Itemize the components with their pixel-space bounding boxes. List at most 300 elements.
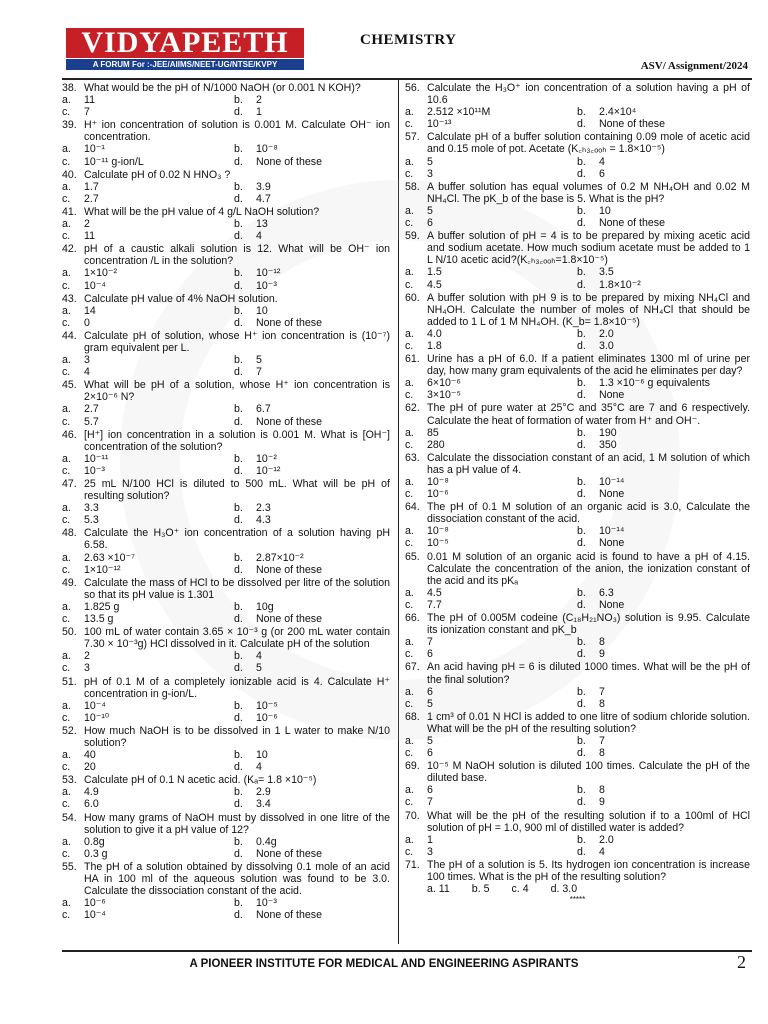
question-text: Calculate the dissociation constant of an acid, 1 M solution of which has a pH value of 4. [427,451,750,476]
options-list [405,587,750,611]
option-value: 85 [427,426,439,439]
options-list [405,686,750,710]
option-value: 5 [427,734,433,747]
option-label: c. [62,230,71,243]
question-number: 52. [62,724,77,737]
option-value: 6 [427,648,433,661]
option-value: 10⁻¹¹ [84,452,109,465]
question-text: Calculate pH of 0.1 N acetic acid. (Kₐ= 1.8 ×10⁻⁵) [84,774,317,787]
options-list [62,836,390,860]
options-list [405,525,750,549]
options-list [405,377,750,401]
option-label: b. [234,600,243,613]
option-label: b. [577,426,586,439]
options-list [405,834,750,858]
options-list [405,156,750,180]
option-value: 10⁻¹ [84,143,105,156]
option-label: a. [405,266,414,279]
option-label: a. [405,106,414,119]
option-label: a. [405,833,414,846]
option-value: 10⁻¹¹ g-ion/L [84,155,144,168]
options-list [62,94,390,118]
question-text: What will be the pH of the resulting solution if to a 100ml of HCl solution of pH = 1.0, 900 ml of distilled water is added? [427,809,750,834]
question-item [62,725,390,773]
question-item [62,527,390,575]
option-value: 2.3 [256,502,271,515]
option-label: d. [577,796,586,809]
option-label: c. [62,514,71,527]
option-value: 2.63 ×10⁻⁷ [84,551,135,564]
question-number: 53. [62,774,77,787]
option-label: b. [577,106,586,119]
options-list [62,267,390,291]
option-value: 10⁻⁴ [84,699,106,712]
question-item [62,169,390,205]
question-item [405,82,750,130]
option-value: 4 [256,230,262,243]
option-value: 1.3 ×10⁻⁶ g equivalents [599,377,710,390]
option-value: None of these [256,316,322,329]
option-label: b. [577,476,586,488]
option-value: 7 [84,106,90,119]
option-value: 10⁻⁵ [256,699,278,712]
option-value: 7 [599,734,605,747]
question-number: 45. [62,379,77,392]
question-item [405,810,750,858]
option-value: 10⁻¹² [256,464,281,477]
question-item [405,353,750,401]
option-value: 5.3 [84,514,99,527]
option-label: a. [62,699,71,712]
option-value: 6 [427,784,433,797]
question-item [62,577,390,625]
option-value: 10⁻⁶ [256,711,278,724]
footer-text: A PIONEER INSTITUTE FOR MEDICAL AND ENGINEERING ASPIRANTS [189,958,579,970]
option-value: 4.5 [427,586,442,599]
option-value: 10⁻⁴ [84,909,106,922]
question-number: 68. [405,710,420,723]
option-value: 10⁻¹⁴ [599,476,625,488]
option-value: 10⁻¹⁴ [599,525,625,538]
question-text: Calculate the H₃O⁺ ion concentration of a solution having pH 6.58. [84,527,390,552]
option-label: a. [405,204,414,217]
option-label: d. [234,279,243,292]
option-label: a. [62,218,71,231]
option-value: None of these [256,847,322,860]
option-value: 4 [256,761,262,774]
option-value: 1.8×10⁻² [599,278,641,291]
option-value: 10⁻¹³ [427,118,452,131]
right-column [405,82,750,906]
question-text: 0.01 M solution of an organic acid is found to have a pH of 4.15. Calculate the concentration of the anion, the ionization constant of the acid and its pKₐ [427,550,750,587]
option-label: c. [405,598,414,611]
option-value: 6 [427,217,433,230]
option-label: d. [234,106,243,119]
option-label: d. [577,845,586,858]
option-label: c. [405,278,414,291]
question-text: Calculate the H₃O⁺ ion concentration of a solution having a pH of 10.6 [427,82,750,107]
option-label: b. [577,155,586,168]
footer-divider [62,950,752,952]
option-label: c. [405,537,414,550]
question-number: 71. [405,858,420,871]
question-item [405,292,750,352]
question-text: Calculate pH of solution, whose H⁺ ion concentration is (10⁻⁷) gram equivalent per L. [84,329,390,354]
question-text: The pH of 0.1 M solution of an organic acid is 3.0, Calculate the dissociation constant of the acid. [427,501,750,526]
question-text: [H⁺] ion concentration in a solution is 0.001 M. What is [OH⁻] concentration of the solution? [84,428,390,453]
option-label: a. [405,685,414,698]
options-list [405,328,750,352]
option-label: c. [405,389,414,402]
question-number: 48. [62,527,77,540]
option-value: 280 [427,438,445,451]
question-text: The pH of a solution obtained by dissolving 0.1 mole of an acid HA in 100 ml of the aqueous solution was found to be 3.0. Calculate the dissociation constant of the acid. [84,860,390,898]
option-value: 3.3 [84,502,99,515]
option-label: d. [550,883,560,896]
option-label: d. [577,488,586,501]
option-label: a. [427,883,436,896]
option-label: d. [577,339,586,352]
option-value: 1.7 [84,180,99,193]
option-value: 3.5 [599,266,614,279]
option-value: None of these [599,217,665,230]
question-text: The pH of pure water at 25°C and 35°C are 7 and 6 respectively. Calculate the heat of formation of water from H⁺ and OH⁻. [427,402,750,427]
question-text: Calculate pH of 0.02 N HNO₃ ? [84,168,231,181]
option-label: b. [234,650,243,663]
option-value: 4.7 [256,192,271,205]
question-text: Calculate the mass of HCl to be dissolved per litre of the solution so that its pH value is 1.301 [84,576,390,601]
options-list [405,205,750,229]
question-item [62,774,390,810]
question-number: 62. [405,402,420,415]
option-value: None [599,389,625,402]
option-value: 2.0 [599,327,614,340]
option-value: 1×10⁻² [84,267,117,280]
option-value: 10⁻¹⁰ [84,711,110,724]
question-text: How much NaOH is to be dissolved in 1 L water to make N/10 solution? [84,724,390,749]
options-list [62,786,390,810]
question-number: 44. [62,329,77,342]
option-value: 10⁻³ [256,279,277,292]
option-label: a. [62,452,71,465]
option-value: 4 [256,650,262,663]
option-label: d. [234,847,243,860]
option-value: 8 [599,636,605,649]
option-value: 5 [427,155,433,168]
option-value: 1.5 [427,266,442,279]
option-label: b. [577,327,586,340]
option-value: 10⁻⁴ [84,279,106,292]
question-number: 51. [62,675,77,688]
option-value: 4.9 [84,786,99,799]
option-label: b. [471,883,481,896]
option-label: b. [577,784,586,797]
options-list [62,552,390,576]
option-value: 5 [427,204,433,217]
option-label: a. [62,897,71,910]
column-divider [398,80,399,944]
option-value: 9 [599,648,605,661]
option-label: b. [234,699,243,712]
option-value: None [599,598,625,611]
question-text: 100 mL of water contain 3.65 × 10⁻³ g (or 200 mL water contain 7.30 × 10⁻³g) HCl dissolved in it. Calculate pH of the solution [84,626,390,651]
option-value: 5 [256,662,262,675]
option-value: 4.3 [256,514,271,527]
option-value: None of these [256,155,322,168]
options-list [62,897,390,921]
question-text: Urine has a pH of 6.0. If a patient eliminates 1300 ml of urine per day, how many gram equivalents of the acid he eliminates per day? [427,353,750,378]
option-label: a. [62,304,71,317]
option-value: 7 [256,366,262,379]
option-label: b. [577,734,586,747]
logo-title: VIDYAPEETH [66,28,304,58]
question-number: 55. [62,860,77,873]
option-value: 10⁻³ [84,464,105,477]
option-value: 3 [84,354,90,367]
option-value: 7 [427,636,433,649]
option-value: 3 [427,845,433,858]
option-value: 3.4 [256,798,271,811]
option-value: 5 [256,354,262,367]
question-item [405,230,750,290]
option-label: a. [405,784,414,797]
option-label: b. [577,204,586,217]
option-label: c. [62,613,71,626]
option-label: a. [405,426,414,439]
options-list [62,354,390,378]
option-label: b. [577,525,586,538]
option-label: d. [577,697,586,710]
option-label: a. [62,180,71,193]
option-label: b. [577,833,586,846]
options-list [62,650,390,674]
option-value: None [599,488,625,501]
question-text: 10⁻⁵ M NaOH solution is diluted 100 times. Calculate the pH of the diluted base. [427,760,750,785]
question-number: 58. [405,180,420,193]
option-value: 2.512 ×10¹¹M [427,106,491,119]
options-list [62,453,390,477]
option-label: c. [62,464,71,477]
option-value: 13.5 g [84,613,114,626]
option-value: 4.0 [427,327,442,340]
question-item [62,330,390,378]
option-label: c. [405,167,414,180]
option-label: a. [405,476,414,488]
question-number: 60. [405,291,420,304]
question-number: 42. [62,243,77,256]
option-value: 2 [84,650,90,663]
option-value: None [599,537,625,550]
option-label: d. [234,192,243,205]
question-text: The pH of 0.005M codeine (C₁₈H₂₁NO₃) solution is 9.95. Calculate its ionization constant and pK_b [427,612,750,637]
question-number: 63. [405,451,420,464]
options-list [405,427,750,451]
option-value: 10⁻² [256,452,277,465]
option-value: 0.4g [256,835,277,848]
option-label: c. [62,192,71,205]
question-number: 59. [405,230,420,243]
option-value: 8 [599,784,605,797]
option-value: None of these [599,118,665,131]
option-label: a. [62,354,71,367]
vidyapeeth-logo [66,28,304,70]
option-value: 8 [599,747,605,760]
option-value: 1 [427,833,433,846]
option-label: a. [62,143,71,156]
option-label: b. [577,586,586,599]
question-text: 25 mL N/100 HCl is diluted to 500 mL. What will be pH of resulting solution? [84,478,390,503]
question-number: 61. [405,353,420,366]
question-item [62,812,390,860]
question-number: 54. [62,811,77,824]
question-item [405,181,750,229]
question-number: 65. [405,550,420,563]
question-item [62,429,390,477]
header-divider [62,78,752,80]
option-value: 4.5 [427,278,442,291]
options-list [405,735,750,759]
question-number: 57. [405,131,420,144]
question-item [405,612,750,660]
question-number: 69. [405,760,420,773]
option-value: 4 [522,883,529,896]
option-value: 5.7 [84,415,99,428]
option-label: a. [405,525,414,538]
option-label: d. [577,537,586,550]
option-label: b. [234,835,243,848]
options-list [62,181,390,205]
option-label: d. [577,389,586,402]
question-item [62,293,390,329]
option-label: b. [577,266,586,279]
option-value: 3.9 [256,180,271,193]
option-label: d. [577,278,586,291]
option-label: b. [234,304,243,317]
options-list [405,476,750,500]
option-value: 350 [599,438,617,451]
option-value: 2.7 [84,192,99,205]
question-number: 70. [405,809,420,822]
question-text: Calculate pH of a buffer solution containing 0.09 mole of acetic acid and 0.15 mole of pot. Acetate (K꜀ₕ₃꜀ₒₒₕ = 1.8×10⁻⁵) [427,131,750,156]
option-value: 9 [599,796,605,809]
question-number: 40. [62,168,77,181]
question-text: 1 cm³ of 0.01 N HCl is added to one litre of sodium chloride solution. What will be the pH of the resulting solution? [427,710,750,735]
option-label: a. [405,636,414,649]
option-value: 10⁻⁸ [427,476,449,488]
question-text: What will be pH of a solution, whose H⁺ ion concentration is 2×10⁻⁶ N? [84,379,390,404]
option-label: c. [62,316,71,329]
question-text: How many grams of NaOH must by dissolved in one litre of the solution to give it a pH value of 12? [84,811,390,836]
option-value: 10⁻³ [256,897,277,910]
option-label: c. [405,118,414,131]
option-value: 6.0 [84,798,99,811]
option-label: a. [62,650,71,663]
option-label: c. [405,339,414,352]
option-label: b. [577,377,586,390]
option-label: b. [577,636,586,649]
option-label: c. [62,155,71,168]
option-label: c. [62,366,71,379]
option-label: a. [405,377,414,390]
question-item [62,676,390,724]
option-label: c. [405,488,414,501]
logo-subtitle: A FORUM For :-JEE/AIIMS/NEET-UG/NTSE/KVPY [66,59,304,70]
assignment-code: ASV/ Assignment/2024 [640,60,748,72]
option-label: c. [511,883,520,896]
question-item [405,711,750,759]
question-item [62,243,390,291]
option-label: c. [62,279,71,292]
option-value: 3×10⁻⁵ [427,389,461,402]
options-list [62,601,390,625]
options-list [405,784,750,808]
options-list [405,266,750,290]
option-value: None of these [256,909,322,922]
option-value: 14 [84,304,96,317]
question-text: Calculate pH value of 4% NaOH solution. [84,292,278,305]
option-label: d. [234,613,243,626]
option-label: a. [62,94,71,107]
options-list [405,636,750,660]
option-label: b. [234,267,243,280]
question-item [62,206,390,242]
option-label: a. [62,749,71,762]
option-label: d. [234,464,243,477]
option-label: a. [405,586,414,599]
question-item [405,551,750,611]
option-value: 0.8g [84,835,105,848]
question-number: 50. [62,626,77,639]
option-value: 3 [84,662,90,675]
option-value: 10 [256,304,268,317]
option-value: 10⁻⁶ [427,488,449,501]
options-list [62,218,390,242]
option-value: 13 [256,218,268,231]
question-item [405,452,750,500]
option-value: 7.7 [427,598,442,611]
option-value: 7 [599,685,605,698]
option-label: c. [62,662,71,675]
option-label: b. [234,403,243,416]
option-value: 0.3 g [84,847,108,860]
option-label: d. [234,662,243,675]
option-label: b. [234,218,243,231]
option-value: 2 [256,94,262,107]
option-value: 8 [599,697,605,710]
option-value: 6.7 [256,403,271,416]
option-label: c. [62,909,71,922]
option-label: c. [405,747,414,760]
option-label: b. [234,786,243,799]
option-label: b. [234,502,243,515]
options-list [62,305,390,329]
option-value: 1×10⁻¹² [84,563,121,576]
left-column [62,82,390,922]
option-item [512,883,529,895]
option-value: 10⁻⁶ [84,897,106,910]
option-value: 10⁻⁸ [427,525,449,538]
option-value: 1 [256,106,262,119]
question-item [62,626,390,674]
option-label: d. [234,798,243,811]
question-number: 64. [405,501,420,514]
option-value: 11 [84,230,95,243]
option-label: c. [62,711,71,724]
option-label: d. [577,747,586,760]
option-value: 6×10⁻⁶ [427,377,461,390]
option-label: d. [577,648,586,661]
question-item [405,402,750,450]
